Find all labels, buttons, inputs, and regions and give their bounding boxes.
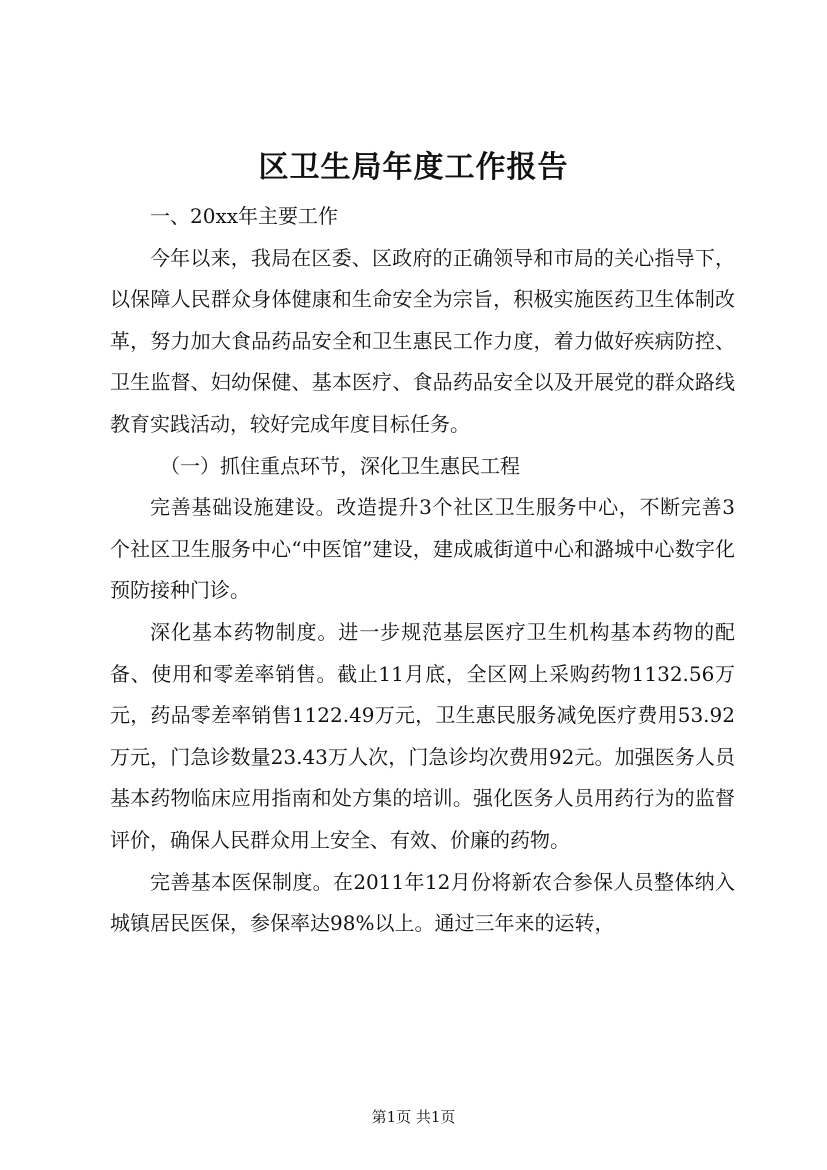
insurance-paragraph: 完善基本医保制度。在2011年12月份将新农合参保人员整体纳入城镇居民医保，参保率达98%以上。通过三年来的运转， bbox=[110, 869, 735, 936]
drug-system-paragraph: 深化基本药物制度。进一步规范基层医疗卫生机构基本药物的配备、使用和零差率销售。截止11月底，全区网上采购药物1132.56万元，药品零差率销售1122.49万元，卫生惠民服务减免医疗费用53.92万元，门急诊数量23.43万人次，门急诊均次费用92元。加强医务人员基本药物临床应用指南和处方集的培训。强化医务人员用药行为的监督评价，确保人民群众用上安全、有效、价廉的药物。 bbox=[110, 619, 735, 852]
document-body bbox=[110, 196, 735, 945]
intro-paragraph: 今年以来，我局在区委、区政府的正确领导和市局的关心指导下，以保障人民群众身体健康和生命安全为宗旨，积极实施医药卫生体制改革，努力加大食品药品安全和卫生惠民工作力度，着力做好疾病防控、卫生监督、妇幼保健、基本医疗、食品药品安全以及开展党的群众路线教育实践活动，较好完成年度目标任务。 bbox=[110, 245, 735, 436]
subsection-heading: （一）抓住重点环节，深化卫生惠民工程 bbox=[160, 453, 520, 478]
page-footer: 第1页 共1页 bbox=[371, 1108, 456, 1126]
infrastructure-paragraph: 完善基础设施建设。改造提升3个社区卫生服务中心，不断完善3个社区卫生服务中心“中医馆”建设，建成戚街道中心和潞城中心数字化预防接种门诊。 bbox=[110, 495, 735, 603]
section-heading: 一、20xx年主要工作 bbox=[150, 204, 339, 228]
document-title: 区卫生局年度工作报告 bbox=[258, 150, 569, 185]
